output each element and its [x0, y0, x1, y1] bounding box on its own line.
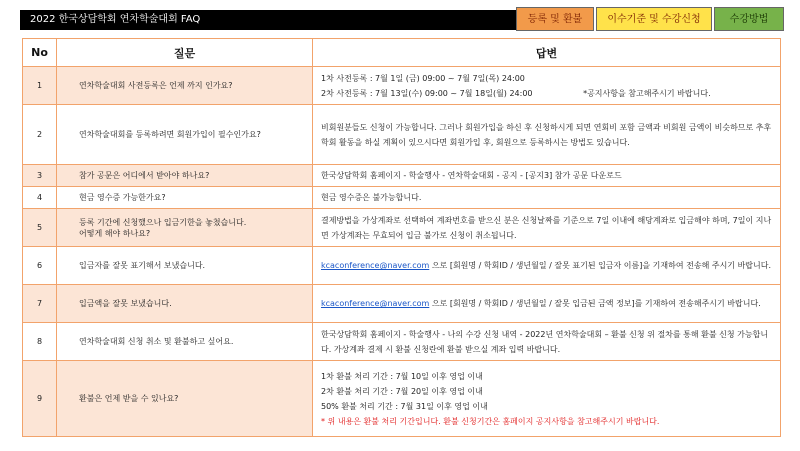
row-number: 5 — [23, 209, 57, 247]
row-number: 9 — [23, 361, 57, 437]
answer-cell — [313, 285, 781, 323]
tab-course-method[interactable]: 수강방법 — [714, 7, 784, 31]
answer-line: 1차 사전등록 : 7월 1일 (금) 09:00 ~ 7월 7일(목) 24:00 — [321, 73, 525, 83]
tab-completion-enrollment[interactable]: 이수기준 및 수강신청 — [596, 7, 712, 31]
table-row — [23, 285, 781, 323]
table-row — [23, 247, 781, 285]
answer-line: 50% 환불 처리 기간 : 7월 31일 이후 영업 이내 — [321, 401, 488, 411]
question-cell: 입금액을 잘못 보냈습니다. — [57, 285, 313, 323]
question-cell: 연차학술대회 사전등록은 언제 까지 인가요? — [57, 67, 313, 105]
row-number: 3 — [23, 165, 57, 187]
faq-table — [22, 38, 781, 437]
row-number: 4 — [23, 187, 57, 209]
table-row — [23, 323, 781, 361]
table-row — [23, 105, 781, 165]
page-title: 2022 한국상담학회 연차학술대회 FAQ — [20, 10, 580, 30]
top-bar — [0, 0, 800, 38]
row-number: 6 — [23, 247, 57, 285]
column-header-answer: 답변 — [313, 39, 781, 67]
answer-line: 2차 사전등록 : 7월 13일(수) 09:00 ~ 7월 18일(월) 24:00 — [321, 88, 533, 98]
table-row — [23, 67, 781, 105]
row-number: 2 — [23, 105, 57, 165]
email-link[interactable]: kcaconference@naver.com — [321, 299, 430, 308]
answer-line-with-note — [321, 86, 772, 101]
row-number: 8 — [23, 323, 57, 361]
row-number: 1 — [23, 67, 57, 105]
answer-cell — [313, 247, 781, 285]
answer-cell — [313, 67, 781, 105]
table-row — [23, 209, 781, 247]
answer-cell — [313, 361, 781, 437]
question-cell: 등록 기간에 신청했으나 입금기한을 놓쳤습니다. 어떻게 해야 하나요? — [57, 209, 313, 247]
answer-text: 으로 [회원명 / 학회ID / 생년월일 / 잘못 입금된 금액 정보]를 기재하여 전송해주시기 바랍니다. — [429, 299, 761, 308]
answer-cell: 한국상담학회 홈페이지 - 학술행사 - 연차학술대회 - 공지 - [공지3] 참가 공문 다운로드 — [313, 165, 781, 187]
table-row — [23, 165, 781, 187]
table-header-row — [23, 39, 781, 67]
email-link[interactable]: kcaconference@naver.com — [321, 261, 430, 270]
row-number: 7 — [23, 285, 57, 323]
answer-line: 2차 환불 처리 기간 : 7월 20일 이후 영업 이내 — [321, 386, 483, 396]
answer-line: 1차 환불 처리 기간 : 7월 10일 이후 영업 이내 — [321, 371, 483, 381]
table-row — [23, 187, 781, 209]
refund-notice: * 위 내용은 환불 처리 기간입니다. 환불 신청기간은 홈페이지 공지사항을 참고해주시기 바랍니다. — [321, 416, 660, 426]
column-header-no: No — [23, 39, 57, 67]
table-row — [23, 361, 781, 437]
question-cell: 연차학술대회 신청 취소 및 환불하고 싶어요. — [57, 323, 313, 361]
question-cell: 현금 영수증 가능한가요? — [57, 187, 313, 209]
answer-cell: 한국상담학회 홈페이지 - 학술행사 - 나의 수강 신청 내역 - 2022년 연차학술대회 – 환불 신청 위 절차를 통해 환불 신청 가능합니다. 가상계좌 결제 시 환불 신청란에 환불 받으실 계좌 입력 바랍니다. — [313, 323, 781, 361]
column-header-question: 질문 — [57, 39, 313, 67]
tab-registration-refund[interactable]: 등록 및 환불 — [516, 7, 594, 31]
question-cell: 참가 공문은 어디에서 받아야 하나요? — [57, 165, 313, 187]
question-cell: 입금자를 잘못 표기해서 보냈습니다. — [57, 247, 313, 285]
question-cell: 환불은 언제 받을 수 있나요? — [57, 361, 313, 437]
answer-text: 으로 [회원명 / 학회ID / 생년월일 / 잘못 표기된 입금자 이름]을 기재하여 전송해 주시기 바랍니다. — [429, 261, 772, 270]
answer-note: *공지사항을 참고해주시기 바랍니다. — [583, 88, 711, 98]
answer-cell: 결제방법을 가상계좌로 선택하여 계좌번호를 받으신 분은 신청날짜를 기준으로 7일 이내에 해당계좌로 입금해야 하며, 7일이 지나면 가상계좌는 무효되어 입금 불가로 신청이 취소됩니다. — [313, 209, 781, 247]
answer-cell: 현금 영수증은 불가능합니다. — [313, 187, 781, 209]
answer-cell: 비회원분들도 신청이 가능합니다. 그러나 회원가입을 하신 후 신청하시게 되면 연회비 포함 금액과 비회원 금액이 비슷하므로 추후 학회 활동을 하실 계획이 있으시다면 회원가입 후, 회원으로 등록하시는 방법도 있습니다. — [313, 105, 781, 165]
question-cell: 연차학술대회를 등록하려면 회원가입이 필수인가요? — [57, 105, 313, 165]
